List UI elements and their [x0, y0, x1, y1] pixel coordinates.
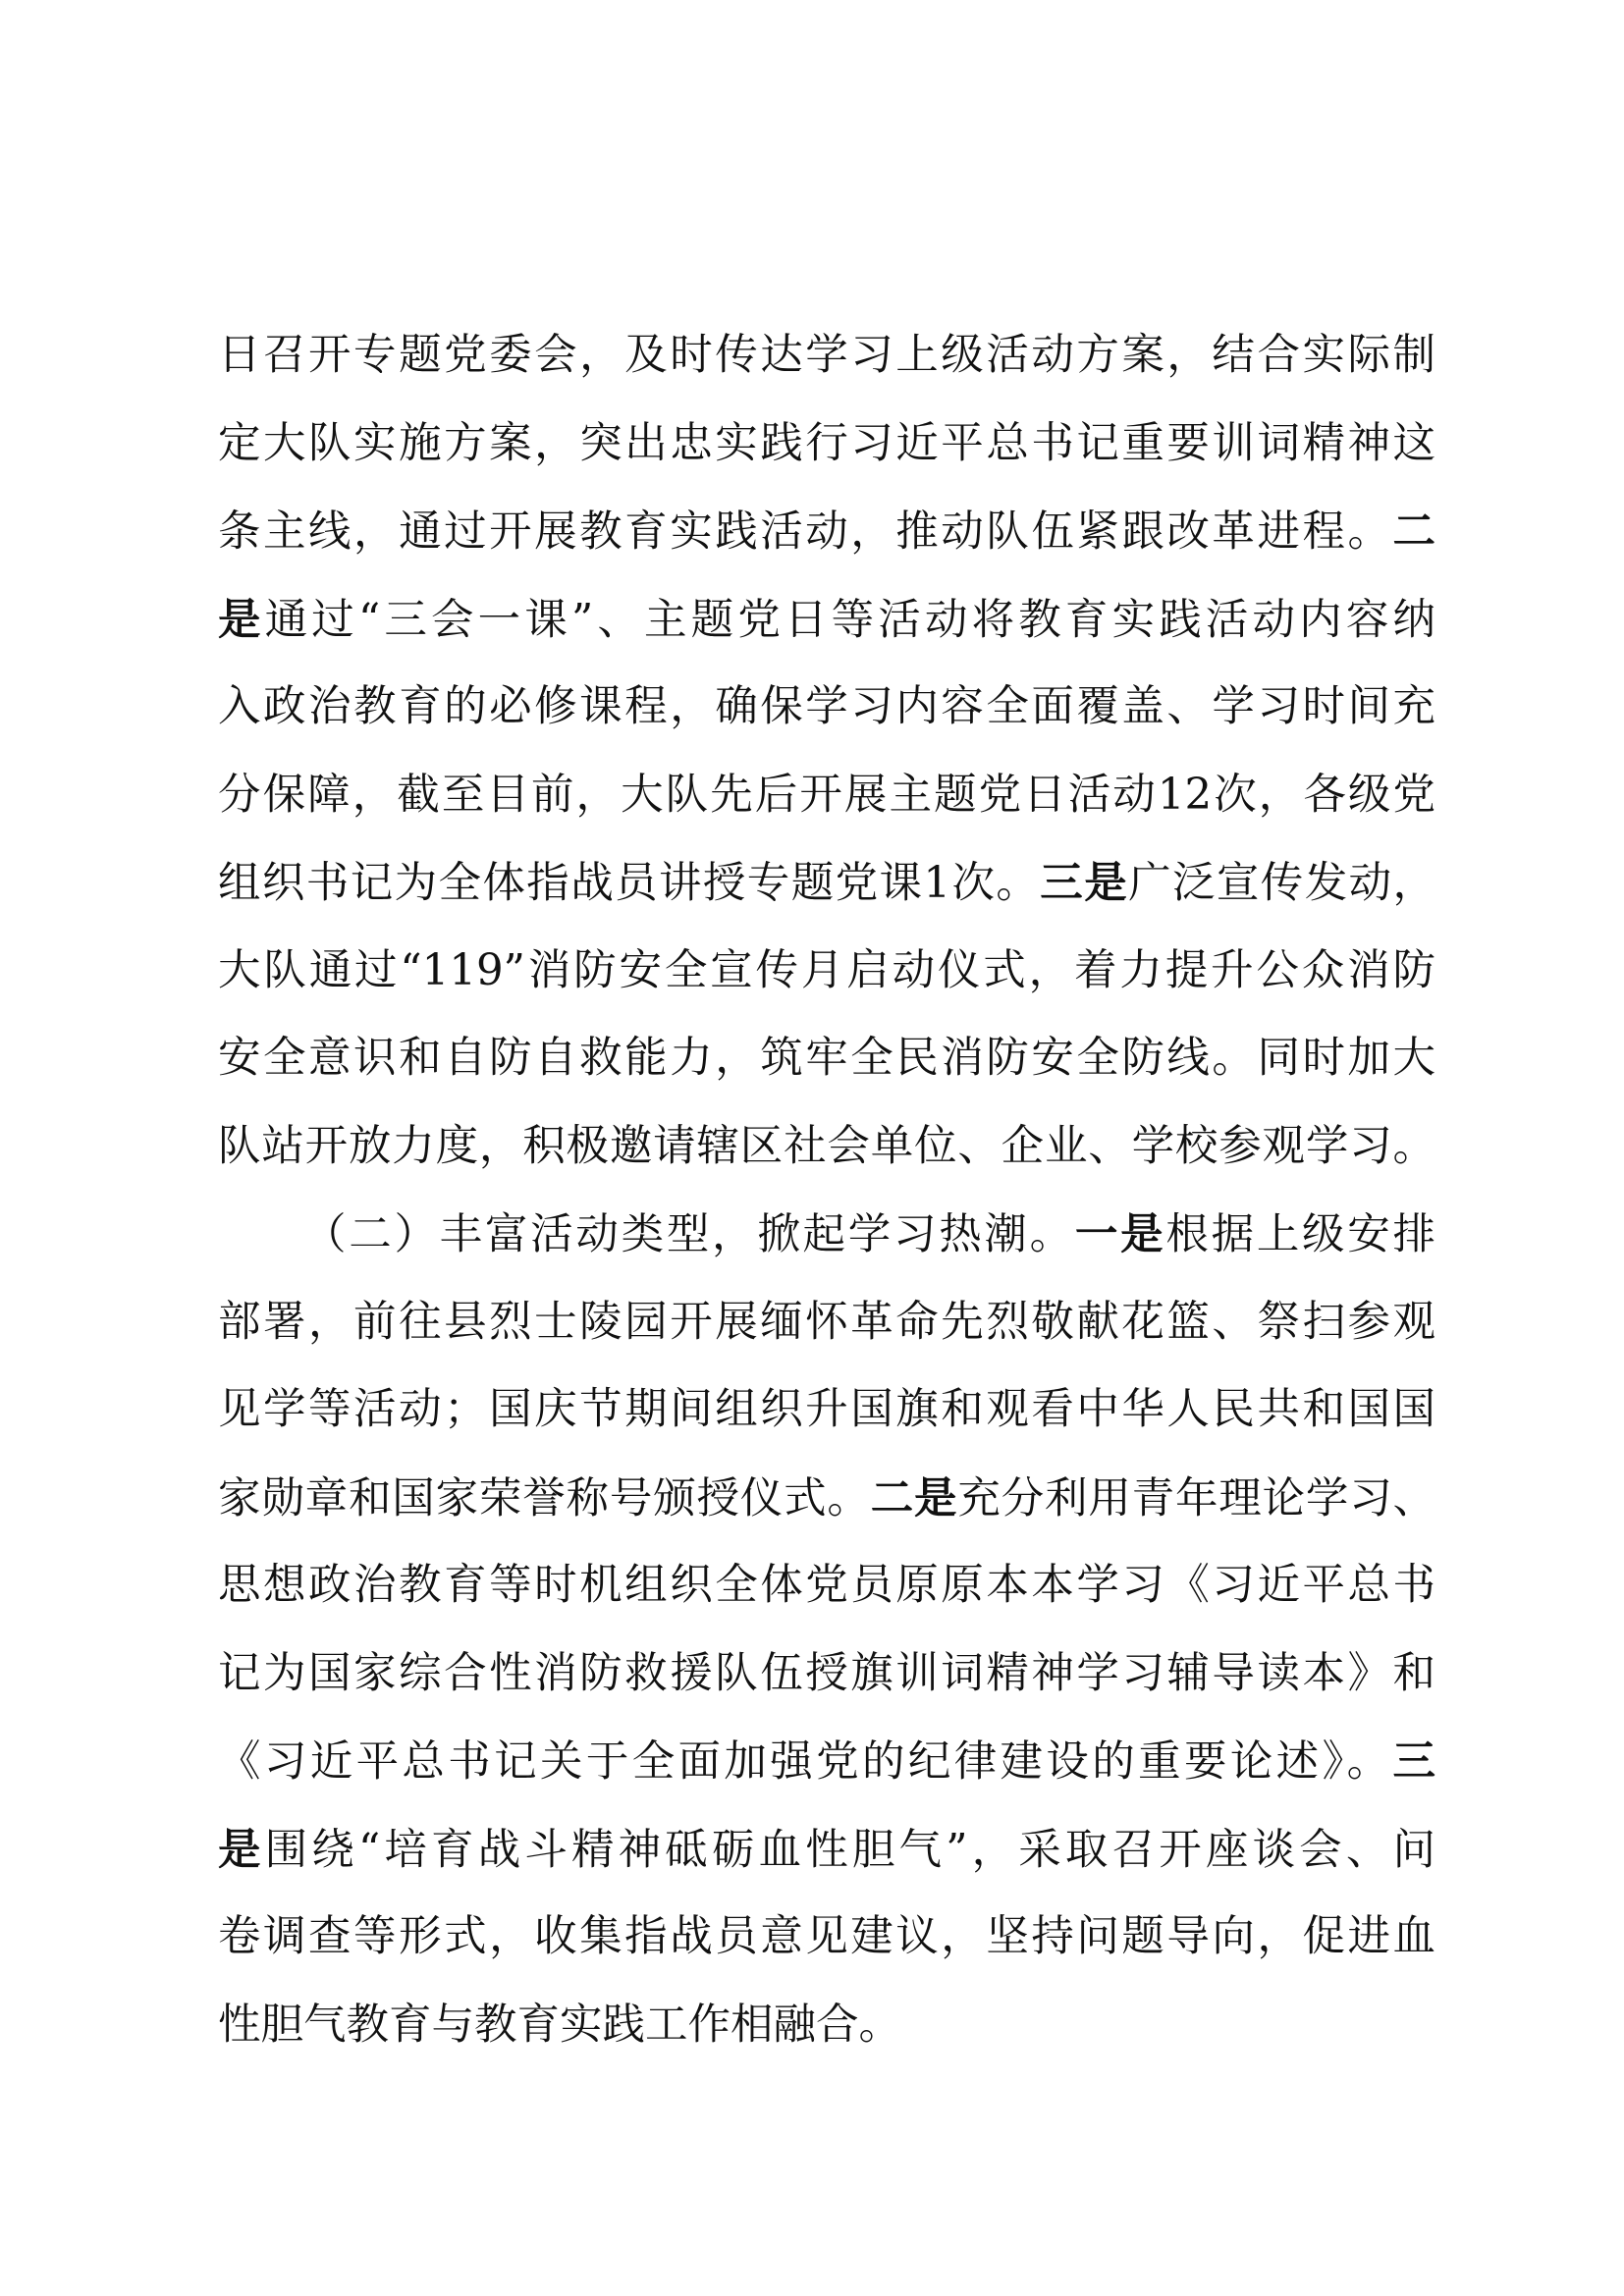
bold-marker: 是	[218, 594, 265, 645]
text-line	[218, 1630, 1435, 1719]
text-line	[218, 488, 1435, 576]
text-line	[218, 839, 1435, 928]
text-segment: 条主线，通过开展教育实践活动，推动队伍紧跟改革进程。	[218, 507, 1393, 557]
text-segment: 思想政治教育等时机组织全体党员原原本本学习《习近平总书	[218, 1561, 1435, 1610]
text-line	[218, 1718, 1435, 1806]
text-segment: 部署，前往县烈士陵园开展缅怀革命先烈敬献花篮、祭扫参观	[218, 1297, 1435, 1347]
text-segment: 入政治教育的必修课程，确保学习内容全面覆盖、学习时间充	[218, 682, 1435, 731]
text-segment: 围绕“培育战斗精神砥砺血性胆气”，采取召开座谈会、问	[264, 1825, 1435, 1875]
text-segment: 定大队实施方案，突出忠实践行习近平总书记重要训词精神这	[218, 418, 1435, 468]
text-segment: 日召开专题党委会，及时传达学习上级活动方案，结合实际制	[218, 331, 1435, 380]
body-text	[218, 312, 1435, 2069]
text-line	[218, 1279, 1435, 1367]
text-segment: 根据上级安排	[1165, 1210, 1436, 1259]
text-segment: 家勋章和国家荣誉称号颁授仪式。	[218, 1473, 871, 1523]
text-segment: 见学等活动；国庆节期间组织升国旗和观看中华人民共和国国	[218, 1385, 1435, 1434]
text-line	[218, 752, 1435, 840]
text-line	[218, 928, 1435, 1016]
text-line	[218, 1806, 1435, 1895]
text-segment: 充分利用青年理论学习、	[957, 1473, 1436, 1523]
text-segment: 安全意识和自防自救能力，筑牢全民消防安全防线。同时加大	[218, 1034, 1435, 1083]
bold-marker: 二	[1392, 507, 1435, 557]
text-segment: 大队通过“119”消防安全宣传月启动仪式，着力提升公众消防	[218, 945, 1435, 995]
text-segment: 《习近平总书记关于全面加强党的纪律建设的重要论述》。	[218, 1737, 1393, 1787]
text-segment: 卷调查等形式，收集指战员意见建议，坚持问题导向，促进血	[218, 1912, 1435, 1961]
section-heading-line	[218, 1191, 1435, 1279]
text-segment: 队站开放力度，积极邀请辖区社会单位、企业、学校参观学习。	[218, 1121, 1435, 1171]
text-line	[218, 664, 1435, 752]
text-line	[218, 312, 1435, 400]
text-line	[218, 576, 1435, 665]
text-line	[218, 1982, 1435, 2070]
bold-marker: 二是	[870, 1472, 958, 1523]
bold-marker: 一是	[1074, 1209, 1166, 1259]
bold-marker: 三	[1392, 1736, 1435, 1787]
bold-marker: 三是	[1040, 858, 1129, 908]
bold-marker: 是	[218, 1824, 265, 1875]
text-segment: 记为国家综合性消防救援队伍授旗训词精神学习辅导读本》和	[218, 1648, 1435, 1698]
text-line	[218, 400, 1435, 489]
text-segment: 性胆气教育与教育实践工作相融合。	[218, 2000, 901, 2050]
text-line	[218, 1015, 1435, 1103]
text-segment: 通过“三会一课”、主题党日等活动将教育实践活动内容纳	[264, 595, 1435, 645]
text-segment: 广泛宣传发动，	[1128, 859, 1436, 908]
text-line	[218, 1103, 1435, 1192]
text-line	[218, 1894, 1435, 1982]
text-line	[218, 1542, 1435, 1630]
section-heading: （二）丰富活动类型，掀起学习热潮。	[303, 1210, 1075, 1259]
text-line	[218, 1366, 1435, 1455]
text-line	[218, 1455, 1435, 1543]
text-segment: 组织书记为全体指战员讲授专题党课1次。	[218, 859, 1041, 908]
text-segment: 分保障，截至目前，大队先后开展主题党日活动12次，各级党	[218, 770, 1435, 820]
